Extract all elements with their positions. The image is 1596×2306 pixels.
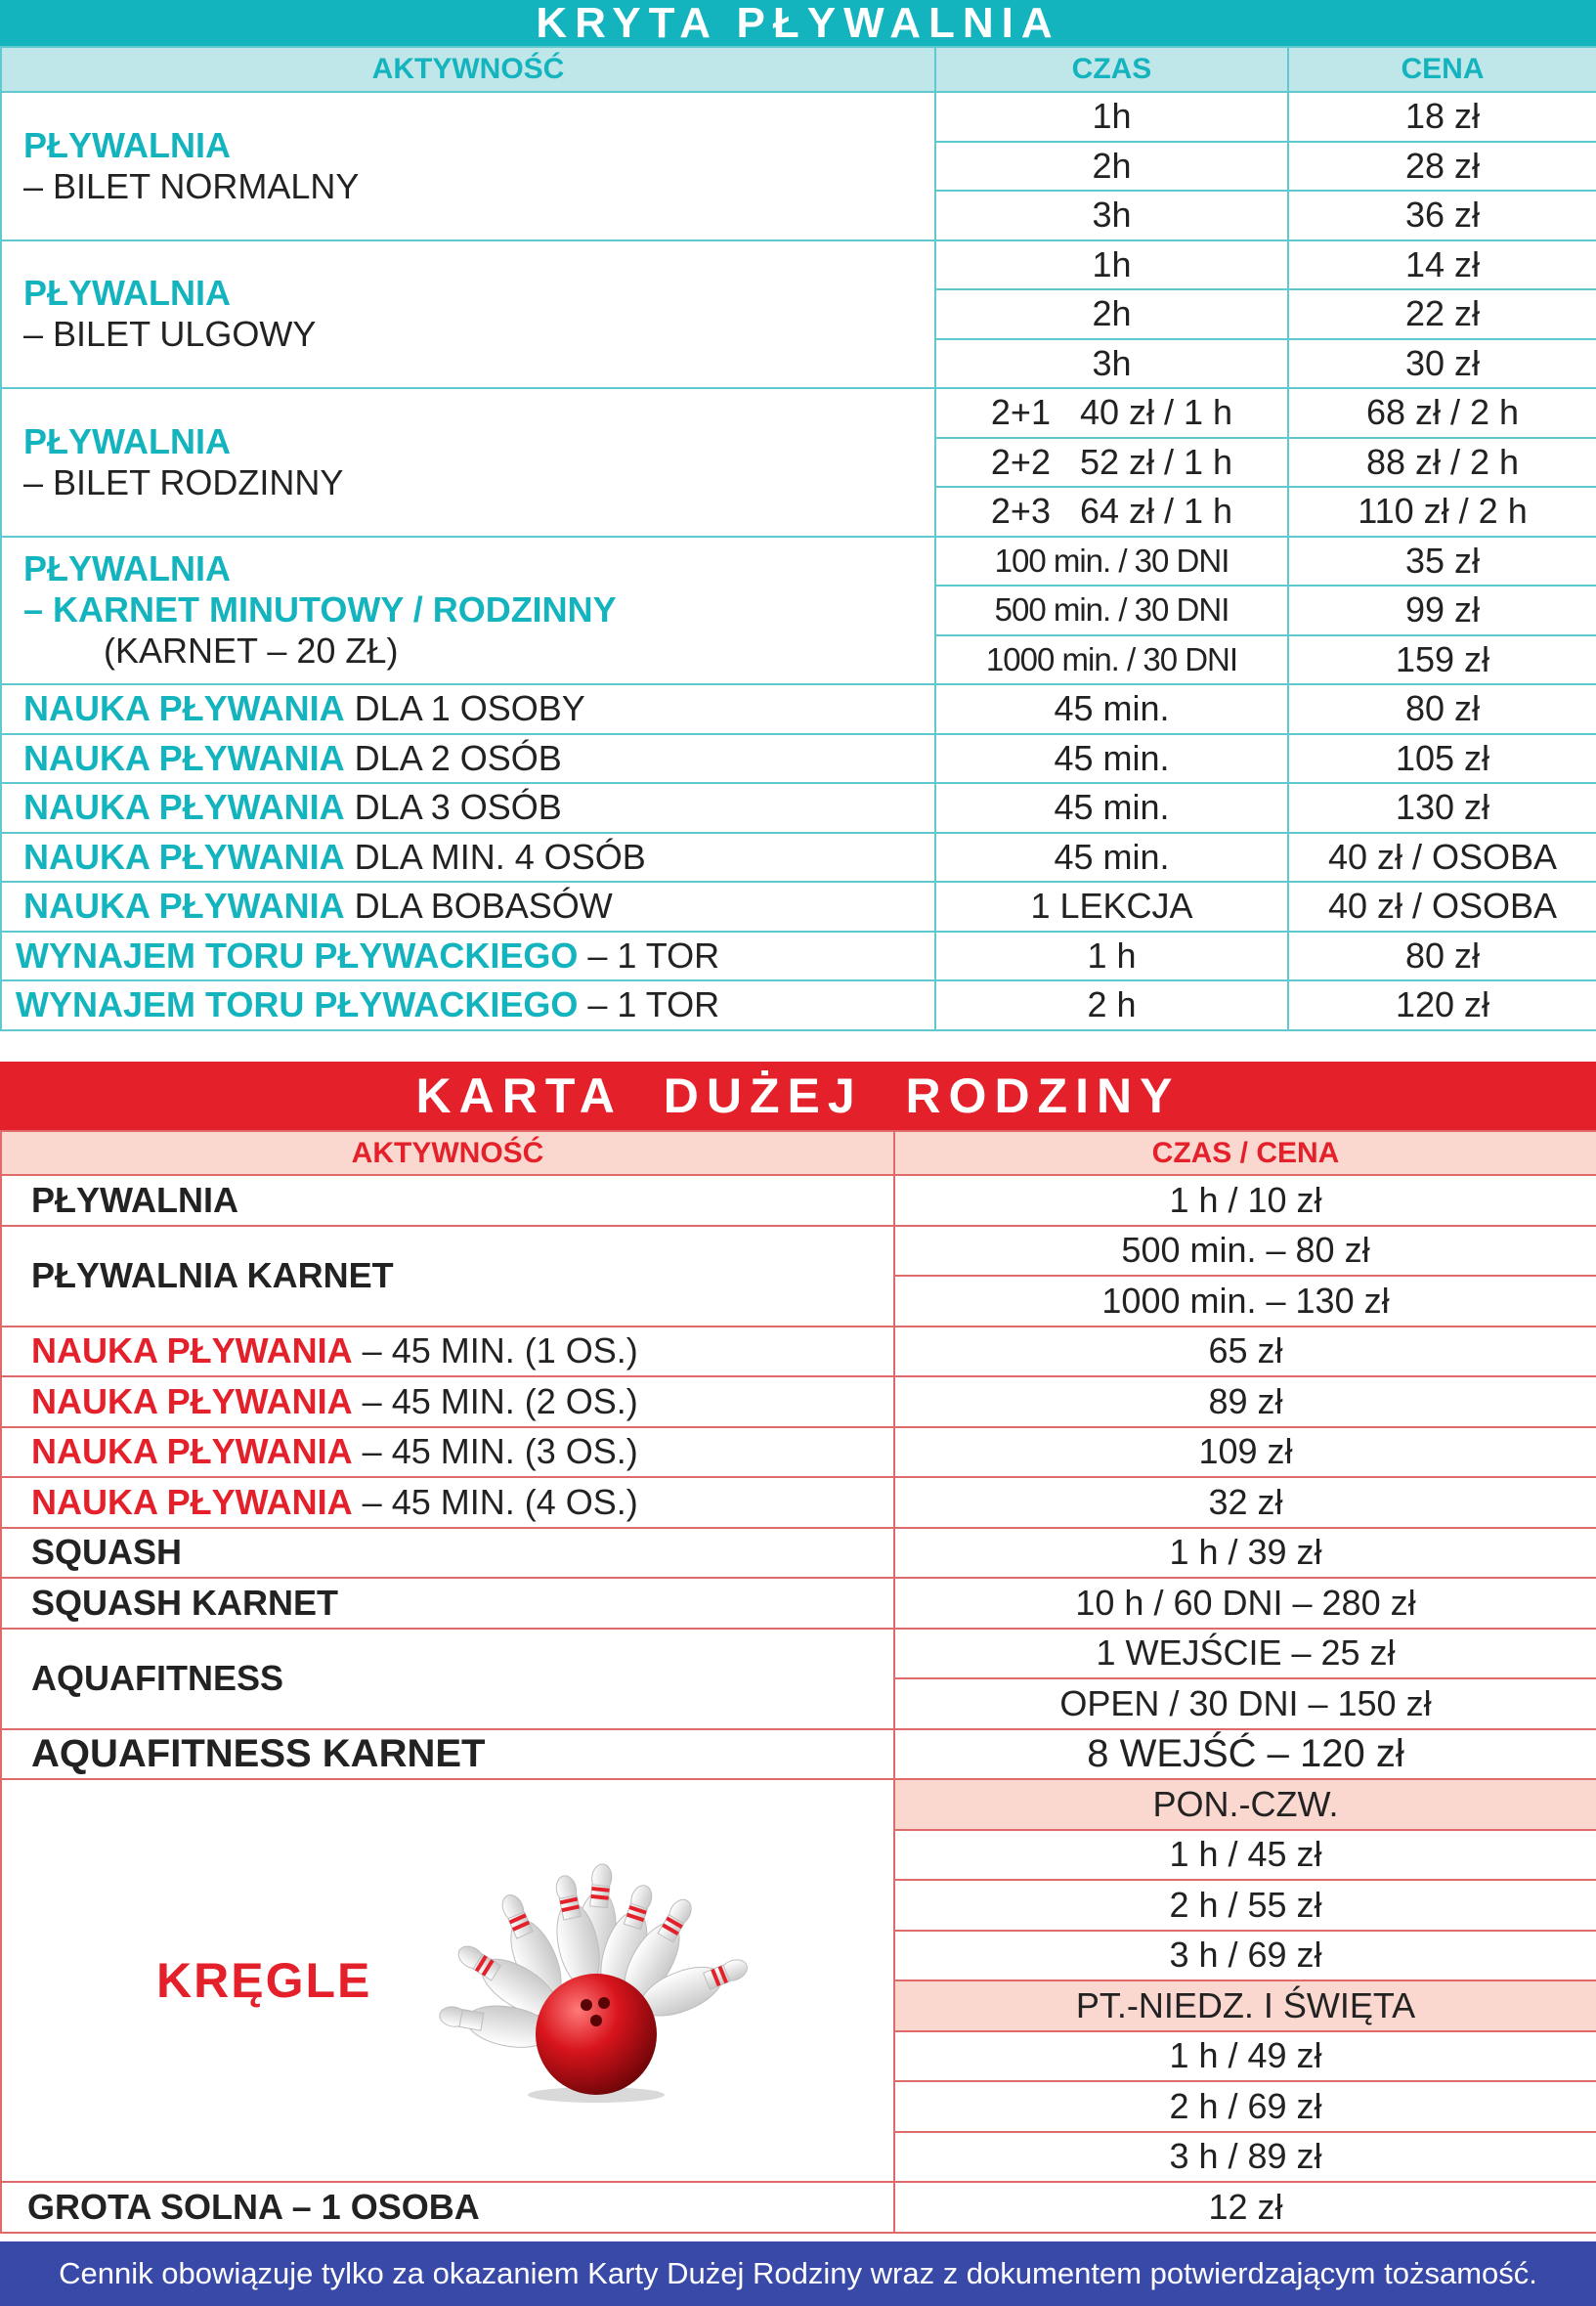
activity-name: SQUASH KARNET: [1, 1578, 894, 1629]
activity-cell: [1, 92, 935, 240]
family-header-row: [1, 1131, 1596, 1175]
activity-sub: DLA BOBASÓW: [344, 886, 613, 927]
table-row: [1, 1376, 1596, 1427]
table-row: [1, 684, 1596, 734]
value-cell: 1000 min. – 130 zł: [894, 1276, 1596, 1327]
price-cell: 28 zł: [1288, 142, 1596, 192]
time-cell: 1 h: [935, 932, 1288, 981]
time-cell: 500 min. / 30 DNI: [935, 586, 1288, 635]
value-cell: 2 h / 55 zł: [894, 1880, 1596, 1931]
value-cell: 500 min. – 80 zł: [894, 1226, 1596, 1277]
price-cell: 14 zł: [1288, 240, 1596, 290]
activity-cell: [1, 240, 935, 389]
value-cell: 65 zł: [894, 1327, 1596, 1377]
value-cell: 1 h / 39 zł: [894, 1528, 1596, 1579]
time-cell: 2 h: [935, 980, 1288, 1030]
price-cell: 40 zł / OSOBA: [1288, 882, 1596, 932]
activity-name: SQUASH: [1, 1528, 894, 1579]
activity-name: AQUAFITNESS: [1, 1629, 894, 1729]
value-cell: 32 zł: [894, 1477, 1596, 1528]
value-cell: 3 h / 89 zł: [894, 2132, 1596, 2183]
table-row: [1, 1226, 1596, 1277]
price-cell: 80 zł: [1288, 684, 1596, 734]
col-time: CZAS: [935, 47, 1288, 92]
activity-sub: DLA 3 OSÓB: [344, 787, 562, 828]
table-row: [1, 980, 1596, 1030]
activity-sub: – 1 TOR: [578, 984, 720, 1025]
value-cell: 1 h / 10 zł: [894, 1175, 1596, 1226]
activity-name: NAUKA PŁYWANIA: [23, 688, 345, 729]
activity-name: NAUKA PŁYWANIA: [23, 836, 345, 877]
time-cell: 1h: [935, 240, 1288, 290]
activity-name: NAUKA PŁYWANIA: [23, 787, 345, 828]
price-cell: 88 zł / 2 h: [1288, 438, 1596, 488]
activity-cell: [1, 1327, 894, 1377]
value-cell: 109 zł: [894, 1427, 1596, 1478]
activity-sub: – KARNET MINUTOWY / RODZINNY: [23, 589, 617, 631]
table-row: [1, 734, 1596, 784]
price-cell: 30 zł: [1288, 339, 1596, 389]
family-title-band: [0, 1062, 1596, 1130]
activity-name: NAUKA PŁYWANIA: [31, 1481, 353, 1522]
price-cell: 68 zł / 2 h: [1288, 388, 1596, 438]
value-cell: 8 WEJŚĆ – 120 zł: [894, 1729, 1596, 1780]
activity-sub: – 45 MIN. (3 OS.): [352, 1431, 638, 1472]
time-cell: 45 min.: [935, 684, 1288, 734]
table-row: [1, 1327, 1596, 1377]
activity-name: AQUAFITNESS KARNET: [1, 1729, 894, 1780]
value-cell: 3 h / 69 zł: [894, 1931, 1596, 1981]
activity-name: PŁYWALNIA: [23, 548, 231, 589]
activity-cell: [1, 388, 935, 537]
activity-cell: [1, 1376, 894, 1427]
price-cell: 36 zł: [1288, 191, 1596, 240]
table-row: [1, 932, 1596, 981]
time-cell: 3h: [935, 339, 1288, 389]
value-cell: 1 h / 49 zł: [894, 2031, 1596, 2082]
activity-name: PŁYWALNIA: [1, 1175, 894, 1226]
price-cell: 105 zł: [1288, 734, 1596, 784]
table-row: [1, 537, 1596, 587]
time-cell: 45 min.: [935, 833, 1288, 883]
price-cell: 99 zł: [1288, 586, 1596, 635]
activity-name: PŁYWALNIA KARNET: [1, 1226, 894, 1327]
activity-name: WYNAJEM TORU PŁYWACKIEGO: [16, 935, 579, 976]
col-activity: AKTYWNOŚĆ: [1, 47, 935, 92]
value-cell: 2 h / 69 zł: [894, 2081, 1596, 2132]
table-row: [1, 1477, 1596, 1528]
price-cell: 35 zł: [1288, 537, 1596, 587]
col-activity: AKTYWNOŚĆ: [1, 1131, 894, 1175]
activity-name: PŁYWALNIA: [23, 273, 231, 314]
price-cell: 110 zł / 2 h: [1288, 487, 1596, 537]
family-title: KARTA DUŻEJ RODZINY: [415, 1068, 1181, 1123]
activity-sub: DLA 2 OSÓB: [344, 737, 562, 778]
time-cell: 2h: [935, 142, 1288, 192]
time-cell: 45 min.: [935, 734, 1288, 784]
table-row: [1, 882, 1596, 932]
bowling-weekday-label: PON.-CZW.: [894, 1779, 1596, 1830]
activity-sub: DLA MIN. 4 OSÓB: [344, 836, 646, 877]
pool-header-row: [1, 47, 1596, 92]
table-row: [1, 1779, 1596, 1830]
activity-sub: – 45 MIN. (4 OS.): [352, 1481, 638, 1522]
pool-price-table: [0, 46, 1596, 1031]
bowling-cell: [1, 1779, 894, 2182]
table-row: [1, 1427, 1596, 1478]
time-cell: 1 LEKCJA: [935, 882, 1288, 932]
activity-name: NAUKA PŁYWANIA: [23, 737, 345, 778]
price-cell: 18 zł: [1288, 92, 1596, 142]
col-price: CENA: [1288, 47, 1596, 92]
value-cell: 89 zł: [894, 1376, 1596, 1427]
time-cell: 2+3 64 zł / 1 h: [935, 487, 1288, 537]
activity-name: NAUKA PŁYWANIA: [31, 1380, 353, 1421]
activity-cell: [1, 783, 935, 833]
activity-name: PŁYWALNIA: [23, 420, 231, 461]
bowling-name: KRĘGLE: [156, 1953, 372, 2008]
table-row: [1, 2182, 1596, 2233]
time-cell: 2+2 52 zł / 1 h: [935, 438, 1288, 488]
time-cell: 3h: [935, 191, 1288, 240]
table-row: [1, 1729, 1596, 1780]
table-row: [1, 783, 1596, 833]
activity-cell: [1, 734, 935, 784]
pool-title: KRYTA PŁYWALNIA: [536, 0, 1060, 47]
family-price-table: [0, 1130, 1596, 2234]
col-time-price: CZAS / CENA: [894, 1131, 1596, 1175]
activity-cell: [1, 932, 935, 981]
activity-sub: – 45 MIN. (1 OS.): [352, 1330, 638, 1371]
activity-cell: [1, 1477, 894, 1528]
price-cell: 40 zł / OSOBA: [1288, 833, 1596, 883]
price-cell: 80 zł: [1288, 932, 1596, 981]
activity-sub: DLA 1 OSOBY: [344, 688, 585, 729]
price-cell: 130 zł: [1288, 783, 1596, 833]
activity-name: NAUKA PŁYWANIA: [31, 1330, 353, 1371]
activity-sub: – BILET RODZINNY: [23, 461, 344, 502]
table-row: [1, 92, 1596, 142]
activity-sub: – BILET NORMALNY: [23, 165, 360, 206]
time-cell: 2h: [935, 289, 1288, 339]
time-cell: 1000 min. / 30 DNI: [935, 635, 1288, 685]
value-cell: 1 WEJŚCIE – 25 zł: [894, 1629, 1596, 1679]
activity-cell: [1, 537, 935, 685]
time-cell: 45 min.: [935, 783, 1288, 833]
pool-title-band: [0, 0, 1596, 46]
footer-note: Cennik obowiązuje tylko za okazaniem Karty Dużej Rodziny wraz z dokumentem potwierdzającym tożsamość.: [0, 2241, 1596, 2306]
value-cell: 12 zł: [894, 2182, 1596, 2233]
activity-sub: – 1 TOR: [578, 935, 720, 976]
activity-cell: [1, 1427, 894, 1478]
table-row: [1, 240, 1596, 290]
activity-name: PŁYWALNIA: [23, 124, 231, 165]
activity-name: NAUKA PŁYWANIA: [23, 886, 345, 927]
activity-cell: [1, 684, 935, 734]
time-cell: 1h: [935, 92, 1288, 142]
price-cell: 120 zł: [1288, 980, 1596, 1030]
value-cell: 1 h / 45 zł: [894, 1830, 1596, 1881]
activity-sub: – BILET ULGOWY: [23, 314, 317, 355]
activity-name: WYNAJEM TORU PŁYWACKIEGO: [16, 984, 579, 1025]
price-cell: 22 zł: [1288, 289, 1596, 339]
price-cell: 159 zł: [1288, 635, 1596, 685]
table-row: [1, 1578, 1596, 1629]
table-row: [1, 1528, 1596, 1579]
bowling-pins-icon: [422, 1858, 764, 2103]
value-cell: 10 h / 60 DNI – 280 zł: [894, 1578, 1596, 1629]
time-cell: 100 min. / 30 DNI: [935, 537, 1288, 587]
bowling-weekend-label: PT.-NIEDZ. I ŚWIĘTA: [894, 1980, 1596, 2031]
time-cell: 2+1 40 zł / 1 h: [935, 388, 1288, 438]
activity-cell: [1, 833, 935, 883]
activity-note: (KARNET – 20 ZŁ): [104, 631, 399, 672]
activity-sub: – 45 MIN. (2 OS.): [352, 1380, 638, 1421]
table-row: [1, 1175, 1596, 1226]
activity-cell: [1, 882, 935, 932]
table-row: [1, 833, 1596, 883]
activity-cell: [1, 980, 935, 1030]
activity-name: NAUKA PŁYWANIA: [31, 1431, 353, 1472]
value-cell: OPEN / 30 DNI – 150 zł: [894, 1678, 1596, 1729]
table-row: [1, 388, 1596, 438]
activity-name: GROTA SOLNA – 1 OSOBA: [1, 2182, 894, 2233]
table-row: [1, 1629, 1596, 1679]
